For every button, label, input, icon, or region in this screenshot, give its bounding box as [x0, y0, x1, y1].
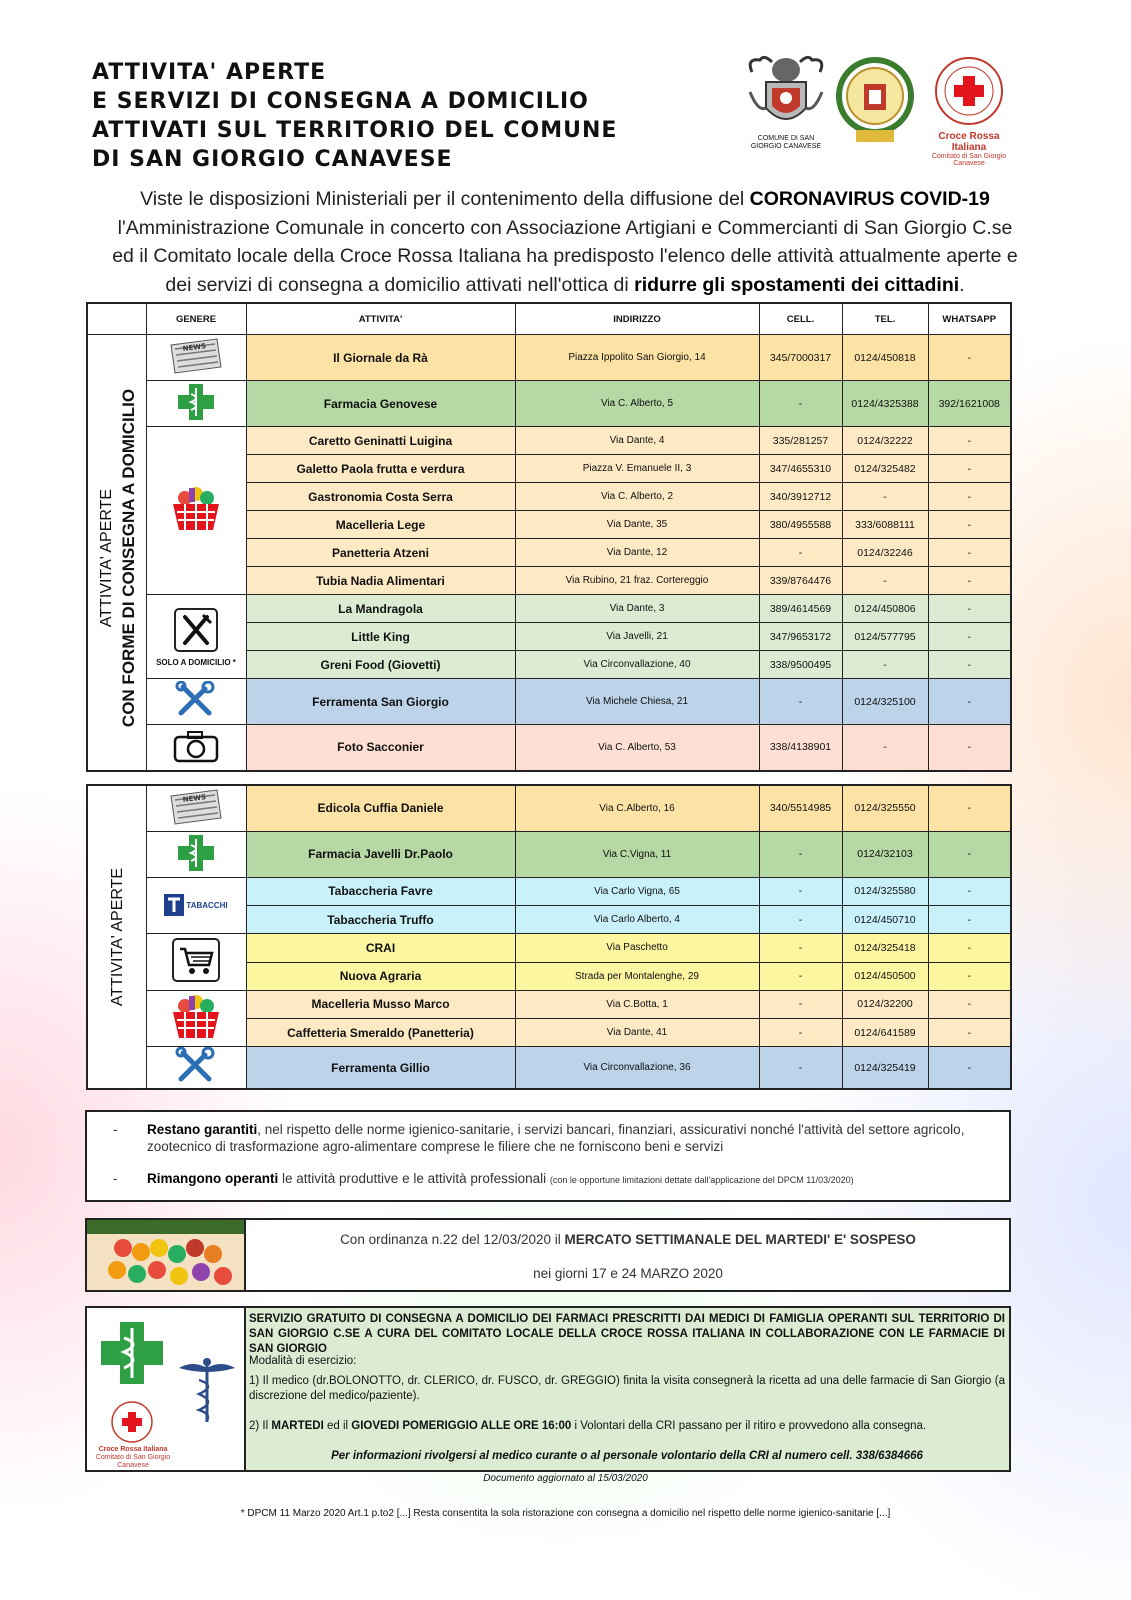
business-whatsapp: -: [928, 990, 1011, 1019]
genre-cell: [146, 990, 246, 1047]
note-2-text: le attività produttive e le attività professionali: [278, 1171, 550, 1186]
table-row: [87, 831, 1011, 877]
business-address: Strada per Montalenghe, 29: [515, 962, 759, 990]
business-whatsapp: -: [928, 1047, 1011, 1090]
business-name: Tabaccheria Truffo: [246, 906, 515, 934]
business-address: Via Dante, 41: [515, 1019, 759, 1047]
business-cell: 389/4614569: [759, 595, 842, 623]
cri-logo: [920, 56, 1018, 167]
intro-text: Viste le disposizioni Ministeriali per il contenimento della diffusione del: [140, 188, 750, 210]
cri-name: Croce Rossa Italiana: [98, 1446, 168, 1453]
camera-icon: [172, 729, 220, 763]
table-row: [87, 381, 1011, 427]
business-whatsapp: -: [928, 483, 1011, 511]
genre-cell: [146, 679, 246, 725]
business-tel: 0124/325100: [842, 679, 928, 725]
note-2-bold: Rimangono operanti: [147, 1171, 279, 1186]
business-whatsapp: -: [928, 962, 1011, 990]
delivery-modalita: Modalità di esercizio:: [249, 1355, 357, 1367]
tabacchi-sign-icon: [164, 894, 184, 916]
cri-sub: Comitato di San Giorgio Canavese: [95, 1454, 171, 1469]
business-tel: 0124/450710: [842, 906, 928, 934]
business-name: Farmacia Genovese: [246, 381, 515, 427]
pharmacy-cross-icon: [176, 833, 216, 873]
business-address: Piazza Ippolito San Giorgio, 14: [515, 335, 759, 381]
tabacchi-label: TABACCHI: [186, 900, 228, 910]
business-whatsapp: -: [928, 539, 1011, 567]
page-title: [92, 58, 732, 174]
business-address: Via Rubino, 21 fraz. Cortereggio: [515, 567, 759, 595]
intro-text: l'Amministrazione Comunale in concerto con Associazione Artigiani e Commercianti di San Giorgio C.se: [117, 216, 1013, 239]
grocery-basket-icon: [169, 484, 223, 534]
side-label-line-2: CON FORME DI CONSEGNA A DOMICILIO: [119, 389, 138, 728]
comune-coat-of-arms-icon: [742, 52, 830, 130]
business-tel: 0124/32103: [842, 831, 928, 877]
market-line-2: nei giorni 17 e 24 MARZO 2020: [533, 1266, 723, 1281]
svg-text:NEWS: NEWS: [182, 792, 207, 804]
intro-text: dei servizi di consegna a domicilio attivati nell'ottica di: [165, 273, 635, 296]
table-row: [87, 595, 1011, 623]
business-name: Galetto Paola frutta e verdura: [246, 455, 515, 483]
business-tel: 0124/325550: [842, 785, 928, 831]
business-address: Piazza V. Emanuele II, 3: [515, 455, 759, 483]
intro-paragraph: Viste le disposizioni Ministeriali per il contenimento della diffusione del CORONAVIRUS COVID-19 l'Amministrazione Comunale in concerto con Associazione Artigiani e Commercianti di San Giorgio C.se ed il Comitato locale della Croce Rossa Italiana ha predisposto l'elenco delle attività attualmente aperte e dei servizi di consegna a domicilio attivati nell'ottica di ridurre gli spostamenti dei cittadini.: [80, 185, 1050, 299]
business-whatsapp: -: [928, 623, 1011, 651]
business-cell: 335/281257: [759, 427, 842, 455]
delivery-info: Per informazioni rivolgersi al medico curante o al personale volontario della CRI al numero cell. 338/6384666: [331, 1450, 923, 1462]
footnote: * DPCM 11 Marzo 2020 Art.1 p.to2 [...] Resta consentita la sola ristorazione con consegna a domicilio nel rispetto delle norme igienico-sanitarie [...]: [240, 1508, 891, 1519]
business-tel: 0124/325482: [842, 455, 928, 483]
business-tel: -: [842, 725, 928, 771]
business-address: Via Carlo Alberto, 4: [515, 906, 759, 934]
notes-box: [85, 1110, 1011, 1202]
business-tel: 0124/325418: [842, 934, 928, 963]
genre-cell: [146, 725, 246, 771]
business-cell: 347/9653172: [759, 623, 842, 651]
delivery-logos: [87, 1308, 246, 1470]
newspaper-icon: [167, 788, 225, 826]
business-address: Via C. Alberto, 53: [515, 725, 759, 771]
pharmacy-cross-icon: [176, 382, 216, 422]
header-genere: GENERE: [146, 303, 246, 335]
genre-cell: [146, 381, 246, 427]
table-row: [87, 427, 1011, 455]
business-name: Tubia Nadia Alimentari: [246, 567, 515, 595]
note-dash: -: [113, 1122, 118, 1137]
business-name: CRAI: [246, 934, 515, 963]
delivery-step-2: 2) Il MARTEDI ed il GIOVEDI POMERIGGIO ALLE ORE 16:00 i Volontari della CRI passano per il ritiro e provvedono alla consegna.: [249, 1420, 927, 1432]
business-whatsapp: -: [928, 831, 1011, 877]
business-cell: -: [759, 1047, 842, 1090]
business-cell: 338/9500495: [759, 651, 842, 679]
note-1-text: , nel rispetto delle norme igienico-sanitarie, i servizi bancari, finanziari, assicurativi nonché l'attività del settore agricolo, zootecnico di trasformazione agro-alimentare comprese le filiere che ne forniscono beni e servizi: [147, 1122, 965, 1154]
business-whatsapp: -: [928, 427, 1011, 455]
genre-cell: [146, 427, 246, 595]
business-address: Via Circonvallazione, 36: [515, 1047, 759, 1090]
grocery-basket-icon: [169, 992, 223, 1042]
business-tel: 0124/641589: [842, 1019, 928, 1047]
table-row: [87, 335, 1011, 381]
business-cell: 345/7000317: [759, 335, 842, 381]
fork-knife-icon: [173, 607, 219, 653]
business-name: Foto Sacconier: [246, 725, 515, 771]
business-tel: 0124/32222: [842, 427, 928, 455]
business-address: Via C.Vigna, 11: [515, 831, 759, 877]
business-cell: -: [759, 831, 842, 877]
red-cross-icon: [920, 56, 1018, 126]
header-whatsapp: WHATSAPP: [928, 303, 1011, 335]
title-line-2: E SERVIZI DI CONSEGNA A DOMICILIO: [92, 89, 589, 114]
business-address: Via Paschetto: [515, 934, 759, 963]
business-cell: -: [759, 381, 842, 427]
business-address: Via Dante, 4: [515, 427, 759, 455]
business-tel: 0124/32246: [842, 539, 928, 567]
business-tel: 333/6088111: [842, 511, 928, 539]
business-cell: 380/4955588: [759, 511, 842, 539]
business-cell: -: [759, 1019, 842, 1047]
business-whatsapp: -: [928, 455, 1011, 483]
note-1-bold: Restano garantiti: [147, 1122, 258, 1137]
business-cell: -: [759, 877, 842, 906]
business-name: Tabaccheria Favre: [246, 877, 515, 906]
caduceus-icon: [175, 1354, 239, 1424]
business-name: Caffetteria Smeraldo (Panetteria): [246, 1019, 515, 1047]
artigiani-logo: [836, 56, 914, 149]
table-row: [87, 877, 1011, 906]
business-tel: 0124/32200: [842, 990, 928, 1019]
business-cell: 347/4655310: [759, 455, 842, 483]
business-tel: 0124/325419: [842, 1047, 928, 1090]
pharmacy-delivery-box: [85, 1306, 1011, 1472]
header-attivita: ATTIVITA': [246, 303, 515, 335]
title-line-3: ATTIVATI SUL TERRITORIO DEL COMUNE: [92, 118, 618, 143]
note-item: [113, 1170, 977, 1189]
business-address: Via Michele Chiesa, 21: [515, 679, 759, 725]
delivery-businesses-table: [86, 302, 1012, 772]
delivery-text: [246, 1308, 1009, 1470]
business-tel: 0124/450500: [842, 962, 928, 990]
header-indirizzo: INDIRIZZO: [515, 303, 759, 335]
business-whatsapp: -: [928, 1019, 1011, 1047]
updated-date: Documento aggiornato al 15/03/2020: [483, 1473, 648, 1484]
business-cell: -: [759, 539, 842, 567]
side-label: [87, 785, 146, 1089]
genre-cell: [146, 785, 246, 831]
business-name: Caretto Geninatti Luigina: [246, 427, 515, 455]
header-cell: CELL.: [759, 303, 842, 335]
delivery-title: SERVIZIO GRATUITO DI CONSEGNA A DOMICILIO DEI FARMACI PRESCRITTI DAI MEDICI DI FAMIGLIA OPERANTI SUL TERRITORIO DI SAN GIORGIO C.SE A CURA DEL COMITATO LOCALE DELLA CROCE ROSSA ITALIANA IN COLLABORAZIONE CON LE FARMACIE DI SAN GIORGIO: [249, 1313, 1005, 1355]
intro-covid: CORONAVIRUS COVID-19: [749, 188, 990, 210]
market-produce-icon: [87, 1220, 244, 1290]
tools-icon: [175, 681, 217, 719]
business-tel: 0124/325580: [842, 877, 928, 906]
genre-cell: [146, 335, 246, 381]
title-line-4: DI SAN GIORGIO CANAVESE: [92, 147, 453, 172]
market-notice-box: [85, 1218, 1011, 1292]
business-name: Gastronomia Costa Serra: [246, 483, 515, 511]
business-tel: -: [842, 567, 928, 595]
business-tel: 0124/450806: [842, 595, 928, 623]
business-whatsapp: -: [928, 595, 1011, 623]
svg-text:NEWS: NEWS: [182, 342, 207, 353]
business-name: Macelleria Lege: [246, 511, 515, 539]
intro-highlight: ridurre gli spostamenti dei cittadini: [634, 273, 960, 296]
table-row: [87, 679, 1011, 725]
header-tel: TEL.: [842, 303, 928, 335]
delivery-step-1: 1) Il medico (dr.BOLONOTTO, dr. CLERICO, dr. FUSCO, dr. GREGGIO) finita la visita consegnerà la ricetta ad una delle farmacie di San Giorgio (a discrezione del medico/paziente).: [249, 1375, 1005, 1402]
cri-logo-sub: Comitato di San Giorgio Canavese: [931, 153, 1007, 167]
business-cell: 340/3912712: [759, 483, 842, 511]
note-2-small: (con le opportune limitazioni dettate dall'applicazione del DPCM 11/03/2020): [549, 1175, 854, 1185]
table-row: [87, 934, 1011, 963]
table-row: [87, 785, 1011, 831]
cri-logo-name: Croce Rossa Italiana: [938, 131, 1000, 153]
side-label-text: ATTIVITA' APERTE: [109, 867, 126, 1007]
business-name: Greni Food (Giovetti): [246, 651, 515, 679]
shopping-cart-icon: [171, 937, 221, 983]
table-row: [87, 725, 1011, 771]
business-whatsapp: -: [928, 725, 1011, 771]
market-line-1: [247, 1232, 1009, 1247]
business-whatsapp: -: [928, 651, 1011, 679]
red-cross-icon: [105, 1400, 159, 1444]
business-cell: -: [759, 934, 842, 963]
genre-cell: [146, 595, 246, 679]
table-header: [87, 303, 1011, 335]
business-address: Via Dante, 35: [515, 511, 759, 539]
business-cell: -: [759, 679, 842, 725]
note-dash: -: [113, 1171, 118, 1186]
business-address: Via C.Botta, 1: [515, 990, 759, 1019]
business-name: Panetteria Atzeni: [246, 539, 515, 567]
business-tel: 0124/4325388: [842, 381, 928, 427]
business-address: Via C.Alberto, 16: [515, 785, 759, 831]
business-name: Nuova Agraria: [246, 962, 515, 990]
business-cell: -: [759, 906, 842, 934]
market-text: Con ordinanza n.22 del 12/03/2020 il: [340, 1232, 565, 1247]
business-address: Via Circonvallazione, 40: [515, 651, 759, 679]
tools-icon: [175, 1047, 217, 1085]
business-name: Ferramenta San Giorgio: [246, 679, 515, 725]
business-whatsapp: -: [928, 877, 1011, 906]
genre-cell: [146, 934, 246, 991]
business-tel: -: [842, 651, 928, 679]
business-whatsapp: -: [928, 567, 1011, 595]
business-address: Via Dante, 12: [515, 539, 759, 567]
business-tel: -: [842, 483, 928, 511]
business-whatsapp: -: [928, 511, 1011, 539]
business-name: Macelleria Musso Marco: [246, 990, 515, 1019]
business-address: Via Javelli, 21: [515, 623, 759, 651]
business-address: Via C. Alberto, 2: [515, 483, 759, 511]
business-address: Via C. Alberto, 5: [515, 381, 759, 427]
market-suspended: MERCATO SETTIMANALE DEL MARTEDI' E' SOSPESO: [564, 1232, 916, 1247]
side-label: [87, 335, 146, 771]
table-row: [87, 1047, 1011, 1090]
table-row: [87, 990, 1011, 1019]
business-name: La Mandragola: [246, 595, 515, 623]
genre-cell: [146, 877, 246, 934]
solo-domicilio-label: SOLO A DOMICILIO *: [156, 657, 236, 667]
business-whatsapp: -: [928, 335, 1011, 381]
business-name: Little King: [246, 623, 515, 651]
genre-cell: [146, 1047, 246, 1090]
business-address: Via Dante, 3: [515, 595, 759, 623]
business-name: Edicola Cuffia Daniele: [246, 785, 515, 831]
side-label-line-1: ATTIVITA' APERTE: [98, 489, 115, 628]
business-whatsapp: 392/1621008: [928, 381, 1011, 427]
business-whatsapp: -: [928, 785, 1011, 831]
business-cell: 340/5514985: [759, 785, 842, 831]
note-item: [113, 1121, 977, 1155]
business-cell: 339/8764476: [759, 567, 842, 595]
business-cell: 338/4138901: [759, 725, 842, 771]
open-businesses-table: [86, 784, 1012, 1090]
business-tel: 0124/577795: [842, 623, 928, 651]
newspaper-icon: [167, 337, 225, 375]
business-name: Ferramenta Gillio: [246, 1047, 515, 1090]
pharmacy-cross-icon: [97, 1318, 167, 1388]
business-cell: -: [759, 962, 842, 990]
market-image: [87, 1220, 246, 1290]
business-cell: -: [759, 990, 842, 1019]
business-whatsapp: -: [928, 906, 1011, 934]
comune-logo-label: COMUNE DI SAN GIORGIO CANAVESE: [750, 135, 822, 150]
business-whatsapp: -: [928, 679, 1011, 725]
business-name: Farmacia Javelli Dr.Paolo: [246, 831, 515, 877]
business-name: Il Giornale da Rà: [246, 335, 515, 381]
genre-cell: [146, 831, 246, 877]
artigiani-seal-icon: [836, 56, 914, 144]
business-address: Via Carlo Vigna, 65: [515, 877, 759, 906]
business-tel: 0124/450818: [842, 335, 928, 381]
intro-text: ed il Comitato locale della Croce Rossa Italiana ha predisposto l'elenco delle attività attualmente aperte e: [112, 245, 1018, 267]
business-whatsapp: -: [928, 934, 1011, 963]
comune-logo: [742, 52, 830, 151]
title-line-1: ATTIVITA' APERTE: [92, 60, 327, 85]
